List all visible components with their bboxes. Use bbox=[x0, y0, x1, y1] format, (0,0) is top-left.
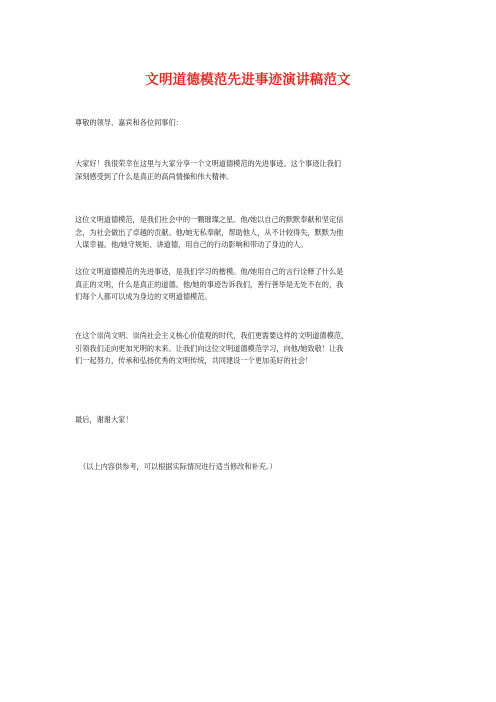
paragraph-4: 在这个崇尚文明、崇尚社会主义核心价值观的时代，我们更需要这样的文明道德模范， 引领我们走向更加光明的未来。让我们向这位文明道德模范学习，向他/她致敬！让我 们一起努力，传承和弘扬优秀的文明传统，共同建设一个更加美好的社会！ bbox=[75, 331, 349, 365]
paragraph-1: 大家好！我很荣幸在这里与大家分享一个文明道德模范的先进事迹。这个事迹让我们 深刻感受到了什么是真正的高尚情操和伟大精神。 bbox=[75, 159, 341, 181]
closing-line: 最后，谢谢大家！ bbox=[75, 415, 133, 424]
reference-note: （以上内容供参考，可以根据实际情况进行适当修改和补充。） bbox=[79, 462, 277, 471]
greeting-line: 尊敬的领导、嘉宾和各位同事们： bbox=[75, 118, 183, 127]
paragraph-2: 这位文明道德模范，是我们社会中的一颗璀璨之星。他/她以自己的默默奉献和坚定信 念，为社会做出了卓越的贡献。他/她无私奉献，帮助他人，从不计较得失，默默为他 人谋幸福。他/她守规矩、讲道德，用自己的行动影响和带动了身边的人。 bbox=[75, 215, 344, 249]
paragraph-3: 这位文明道德模范的先进事迹，是我们学习的楷模。他/她用自己的言行诠释了什么是 真正的文明，什么是真正的道德。他/她的事迹告诉我们，善行善举是无处不在的，我 们每个人都可以成为身边的文明道德模范。 bbox=[75, 267, 344, 301]
page-title: 文明道德模范先进事迹演讲稿范文 bbox=[145, 72, 351, 88]
